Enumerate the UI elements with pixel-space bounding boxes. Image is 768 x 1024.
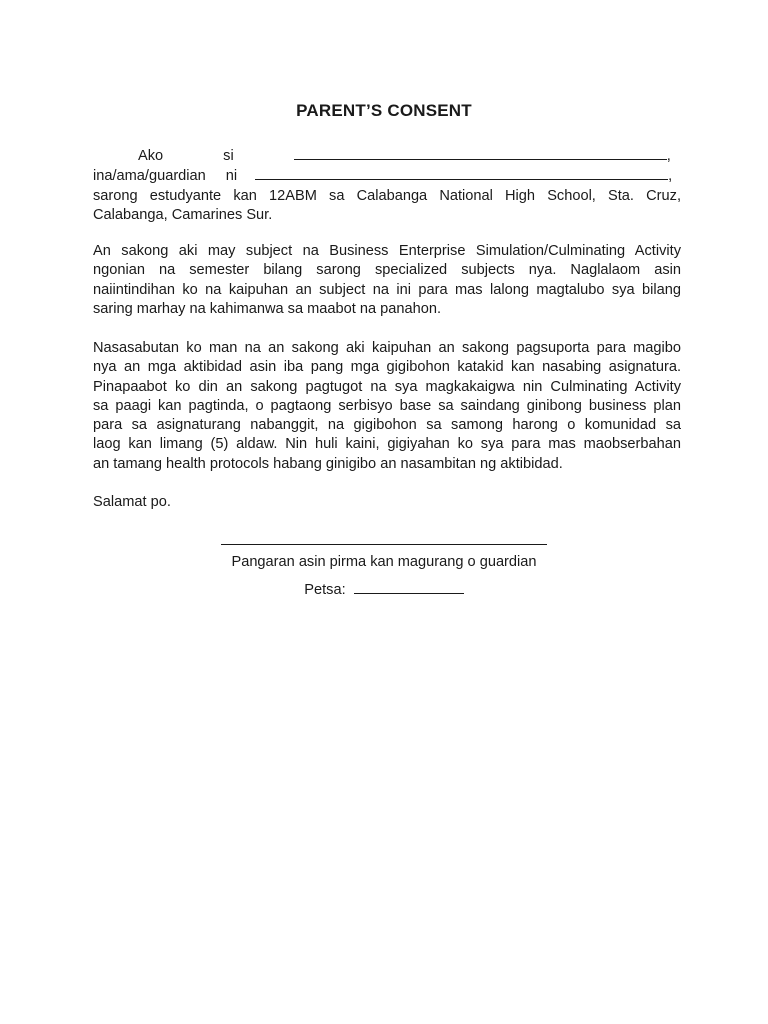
intro-line-2-comma: , bbox=[668, 168, 673, 185]
paragraph-line: nya an mga aktibidad asin iba pang mga gigibohon katakid kan nasabing asignatura. bbox=[93, 359, 681, 376]
document-title: PARENT’S CONSENT bbox=[296, 101, 472, 120]
signature-blank[interactable] bbox=[221, 530, 547, 545]
intro-line-3: sarong estudyante kan 12ABM sa Calabanga National High School, Sta. Cruz, bbox=[93, 187, 681, 204]
date-label: Petsa: bbox=[304, 581, 346, 598]
paragraph-subject bbox=[93, 242, 681, 319]
paragraph-line: an tamang health protocols habang ginigibo an nasambitan ng aktibidad. bbox=[93, 455, 563, 472]
paragraph-line: laog kan limang (5) aldaw. Nin huli kaini, gigiyahan ko sya para mas maobserbahan bbox=[93, 436, 681, 453]
intro-paragraph bbox=[93, 146, 681, 225]
paragraph-line: ngonian na semester bilang sarong specialized subjects nya. Naglalaom asin bbox=[93, 262, 681, 279]
intro-line-1-comma: , bbox=[666, 148, 671, 164]
intro-word-guardian: ina/ama/guardian bbox=[93, 168, 206, 185]
intro-line-1 bbox=[93, 146, 681, 166]
signature-caption: Pangaran asin pirma kan magurang o guardian bbox=[231, 554, 537, 571]
paragraph-line: Pinapaabot ko din an sakong pagtugot na sya magkakaigwa nin Culminating Activity bbox=[93, 378, 681, 395]
date-row bbox=[0, 580, 768, 600]
paragraph-line: sa paagi kan pagtinda, o pagtaong serbisyo base sa saindang ginibong business plan bbox=[93, 397, 681, 414]
intro-line-4: Calabanga, Camarines Sur. bbox=[93, 206, 273, 223]
intro-word-ni: ni bbox=[225, 168, 238, 185]
paragraph-line: An sakong aki may subject na Business Enterprise Simulation/Culminating Activity bbox=[93, 243, 681, 259]
paragraph-support bbox=[93, 339, 681, 474]
child-name-blank[interactable] bbox=[294, 146, 667, 160]
closing-text: Salamat po. bbox=[93, 494, 171, 510]
paragraph-line: naiintindihan ko na kaipuhan an subject na ini para mas lalong magtalubo sya bilang bbox=[93, 281, 681, 298]
paragraph-line: saring marhay na kahimanwa sa maabot na panahon. bbox=[93, 300, 442, 317]
intro-word-ako: Ako bbox=[138, 148, 164, 164]
intro-line-2 bbox=[93, 166, 681, 186]
student-name-blank[interactable] bbox=[255, 166, 668, 180]
paragraph-line: Nasasabutan ko man na an sakong aki kaipuhan an sakong pagsuporta para magibo bbox=[93, 340, 681, 356]
paragraph-line: para sa asignaturang nabanggit, na gigibohon sa samong harong o komunidad sa bbox=[93, 417, 681, 434]
intro-word-si: si bbox=[223, 148, 234, 164]
date-blank[interactable] bbox=[354, 580, 464, 594]
signature-block bbox=[0, 530, 768, 600]
